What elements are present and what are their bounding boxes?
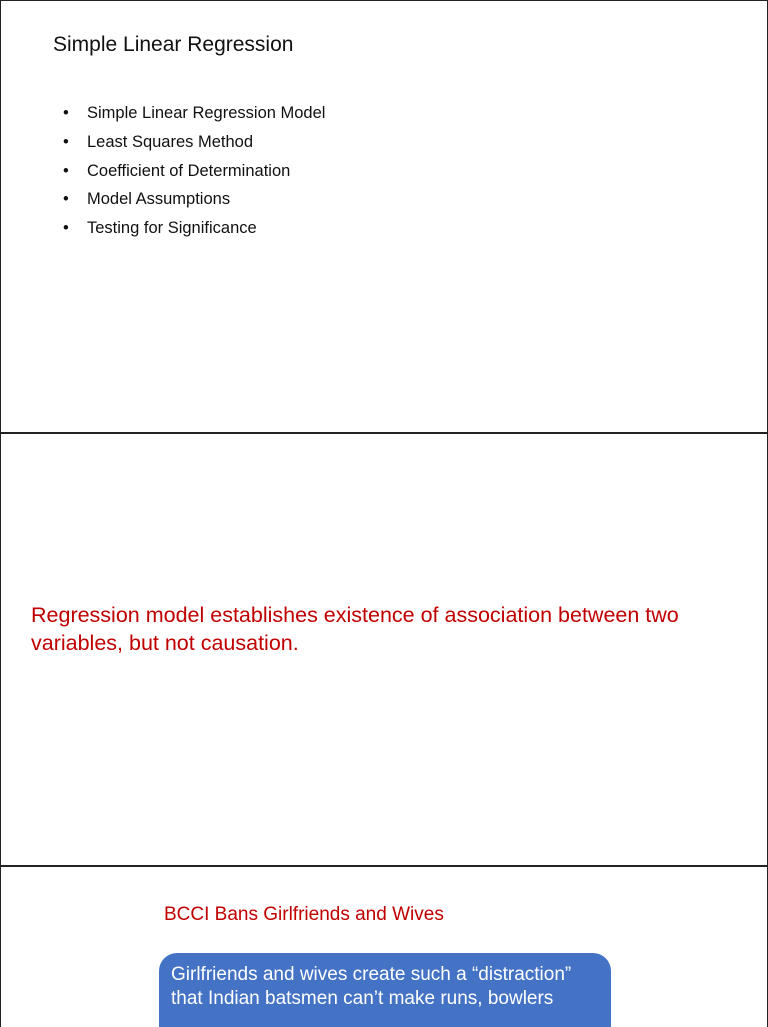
bullet-text: Simple Linear Regression Model xyxy=(87,104,326,122)
bullet-icon: • xyxy=(63,161,69,180)
callout-line: that Indian batsmen can’t make runs, bowlers xyxy=(171,988,554,1009)
list-item xyxy=(63,101,325,130)
bullet-text: Testing for Significance xyxy=(87,219,257,238)
slide-3 xyxy=(0,866,768,1027)
slide-3-title: BCCI Bans Girlfriends and Wives xyxy=(164,904,444,925)
bullet-text: Coefficient of Determination xyxy=(87,161,291,180)
bullet-icon: • xyxy=(63,104,69,122)
callout-line: Girlfriends and wives create such a “distraction” xyxy=(171,964,572,985)
callout-box xyxy=(159,953,611,1027)
list-item xyxy=(63,159,325,188)
bullet-icon: • xyxy=(63,219,69,238)
bullet-list xyxy=(63,101,325,245)
list-item xyxy=(63,216,325,245)
slide-2 xyxy=(0,433,768,866)
slide-1 xyxy=(0,0,768,433)
bullet-text: Model Assumptions xyxy=(87,190,231,209)
list-item xyxy=(63,130,325,159)
causation-statement: Regression model establishes existence of association between two variables, but not causation. xyxy=(31,603,679,655)
bullet-icon: • xyxy=(63,190,69,209)
bullet-text: Least Squares Method xyxy=(87,132,254,151)
slide-1-title: Simple Linear Regression xyxy=(53,33,294,56)
list-item xyxy=(63,187,325,216)
bullet-icon: • xyxy=(63,132,69,151)
